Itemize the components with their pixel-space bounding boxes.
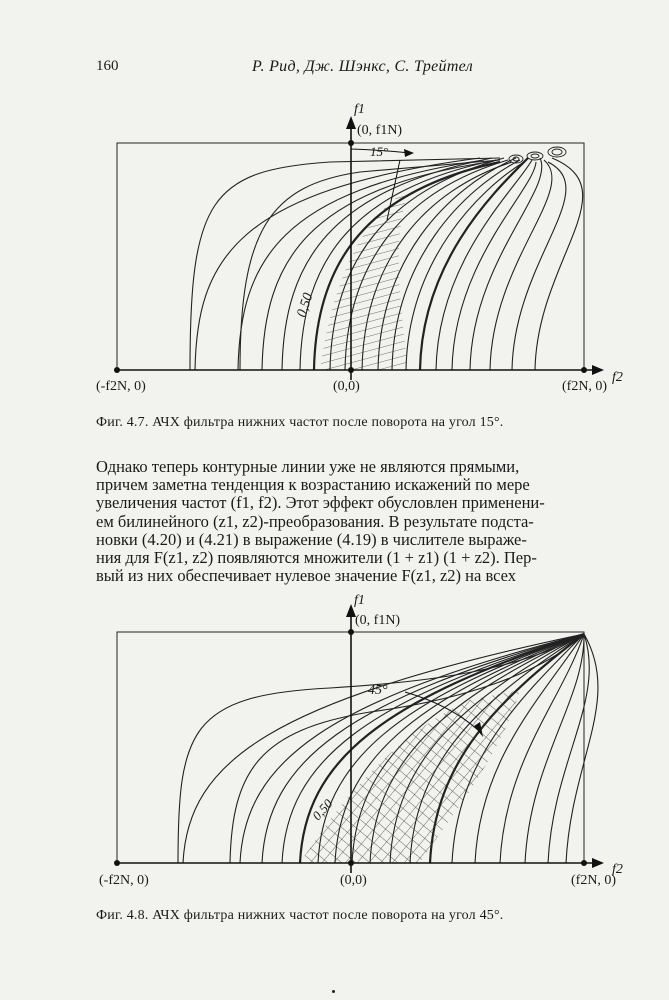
- text-line: вый из них обеспечивает нулевое значение F(z1, z2) на всех: [96, 566, 517, 586]
- body-paragraph: [96, 458, 626, 585]
- left-point-label: (-f2N, 0): [99, 873, 149, 888]
- hatched-region: [320, 192, 408, 370]
- left-point-label: (-f2N, 0): [96, 379, 146, 394]
- figure-caption: Фиг. 4.7. АЧХ фильтра нижних частот после поворота на угол 15°.: [96, 415, 504, 430]
- text-line: новки (4.20) и (4.21) в выражение (4.19) в числителе выраже-: [96, 529, 527, 549]
- contour-line: [490, 160, 552, 370]
- contour-line: [436, 160, 532, 370]
- angle-label: 15°: [370, 144, 389, 159]
- y-axis-label: f1: [354, 102, 365, 117]
- figure-4-8: [0, 590, 669, 930]
- x-axis-label: f2: [612, 862, 623, 877]
- text-line: ем билинейного (z1, z2)-преобразования. В результате подста-: [96, 511, 534, 531]
- figure-caption: Фиг. 4.8. АЧХ фильтра нижних частот после поворота на угол 45°.: [96, 908, 504, 923]
- x-axis-label: f2: [612, 370, 623, 385]
- contour-line: [512, 162, 566, 370]
- y-axis-label: f1: [354, 593, 365, 608]
- text-line: увеличения частот (f1, f2). Этот эффект обусловлен применени-: [96, 493, 545, 513]
- figure-4-7: [0, 100, 669, 440]
- right-point-label: (f2N, 0): [571, 873, 617, 888]
- origin-label: (0,0): [333, 379, 360, 394]
- text-line: причем заметна тенденция к возрастанию искажений по мере: [96, 475, 530, 495]
- contour-line: [548, 634, 589, 863]
- contour-line: [470, 158, 542, 370]
- angle-label: 45°: [368, 683, 388, 698]
- right-point-label: (f2N, 0): [562, 379, 608, 394]
- origin-label: (0,0): [340, 873, 367, 888]
- text-line: Однако теперь контурные линии уже не являются прямыми,: [96, 457, 520, 476]
- running-head: Р. Рид, Дж. Шэнкс, С. Трейтел: [252, 58, 473, 75]
- contour-line: [535, 158, 583, 370]
- contour-value-label: 0,50: [309, 796, 336, 824]
- top-point-label: (0, f1N): [355, 613, 401, 628]
- grid-region: [300, 690, 520, 863]
- top-point-label: (0, f1N): [357, 123, 403, 138]
- contour-line: [566, 634, 598, 863]
- contour-line: [392, 160, 520, 370]
- contour-line: [420, 158, 528, 370]
- contour-line: [406, 162, 524, 370]
- footer-dot: [332, 990, 335, 993]
- contour-value-label: 0,50: [294, 291, 317, 320]
- page-number: 160: [96, 58, 119, 74]
- text-line: ния для F(z1, z2) появляются множители (1 + z1) (1 + z2). Пер-: [96, 548, 537, 568]
